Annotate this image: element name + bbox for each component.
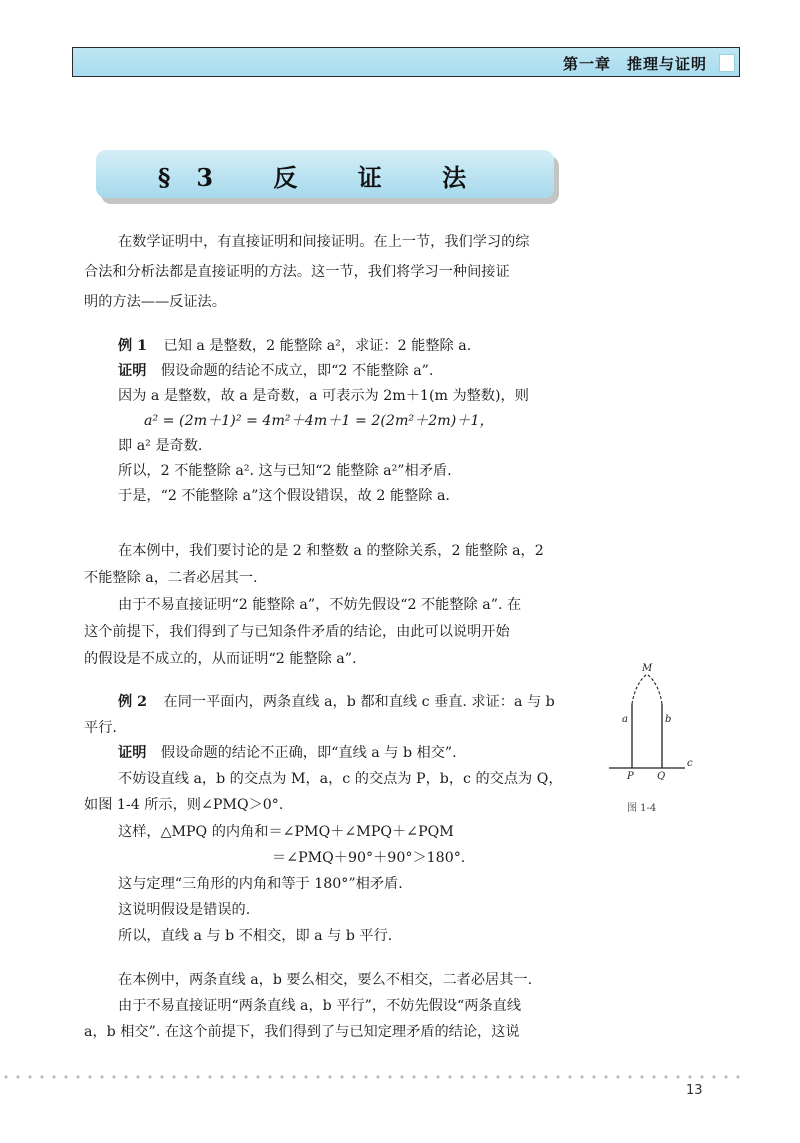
intro-line-3: 明的方法——反证法。 bbox=[84, 294, 226, 310]
label-c: c bbox=[687, 758, 693, 769]
example1-statement: 已知 a 是整数，2 能整除 a²，求证：2 能整除 a. bbox=[163, 338, 472, 354]
example2-statement-2: 平行. bbox=[84, 720, 117, 736]
example2-statement-line bbox=[118, 692, 555, 712]
footer-dotted-rule bbox=[0, 1075, 745, 1079]
intro-line-2: 合法和分析法都是直接证明的方法。这一节，我们将学习一种间接证 bbox=[84, 264, 510, 280]
example2-proof-line-8: 所以，直线 a 与 b 不相交，即 a 与 b 平行. bbox=[118, 928, 393, 944]
example1-label: 例 1 bbox=[118, 338, 147, 354]
example1-proof-line-6: 于是，“2 不能整除 a”这个假设错误，故 2 能整除 a. bbox=[118, 488, 450, 504]
discussion2-line-1: 在本例中，两条直线 a，b 要么相交，要么不相交，二者必居其一. bbox=[118, 972, 533, 988]
label-a: a bbox=[622, 714, 628, 725]
example1-proof-label: 证明 bbox=[118, 363, 147, 379]
example1-statement-line bbox=[118, 336, 471, 356]
discussion1-line-5: 的假设是不成立的，从而证明“2 能整除 a”. bbox=[84, 651, 357, 667]
section-title: §3 反 证 法 bbox=[157, 163, 493, 192]
discussion2-line-2: 由于不易直接证明“两条直线 a，b 平行”，不妨先假设“两条直线 bbox=[118, 998, 522, 1014]
line-a-dashed bbox=[632, 674, 647, 704]
example1-proof-line bbox=[118, 361, 433, 381]
example2-proof-line-6: 这与定理“三角形的内角和等于 180°”相矛盾. bbox=[118, 876, 403, 892]
example2-proof-line-4: 这样，△MPQ 的内角和＝∠PMQ＋∠MPQ＋∠PQM bbox=[118, 824, 454, 840]
example2-label: 例 2 bbox=[118, 694, 147, 710]
example2-statement-1: 在同一平面内，两条直线 a，b 都和直线 c 垂直. 求证：a 与 b bbox=[163, 694, 555, 710]
example2-proof-line-3: 如图 1-4 所示，则∠PMQ＞0°. bbox=[84, 797, 284, 813]
example2-proof-line-7: 这说明假设是错误的. bbox=[118, 902, 251, 918]
line-b-dashed bbox=[647, 674, 662, 704]
example1-proof-line-4: 即 a² 是奇数. bbox=[118, 438, 203, 454]
discussion1-line-1: 在本例中，我们要讨论的是 2 和整数 a 的整除关系，2 能整除 a，2 bbox=[118, 543, 544, 559]
example2-proof-label: 证明 bbox=[118, 745, 147, 761]
chapter-title: 第一章 推理与证明 bbox=[562, 55, 707, 73]
section-title-box bbox=[96, 150, 554, 198]
figure-caption: 图 1-4 bbox=[627, 803, 657, 814]
example2-proof-first: 假设命题的结论不正确，即“直线 a 与 b 相交”. bbox=[160, 745, 457, 761]
page-number: 13 bbox=[686, 1083, 703, 1098]
label-M: M bbox=[642, 663, 653, 674]
discussion1-line-2: 不能整除 a，二者必居其一. bbox=[84, 570, 258, 586]
example1-proof-first: 假设命题的结论不成立，即“2 不能整除 a”. bbox=[160, 363, 434, 379]
example1-proof-line-5: 所以，2 不能整除 a². 这与已知“2 能整除 a²”相矛盾. bbox=[118, 463, 452, 479]
example2-proof-line bbox=[118, 743, 457, 763]
example1-proof-line-2: 因为 a 是整数，故 a 是奇数，a 可表示为 2m＋1(m 为整数)，则 bbox=[118, 388, 529, 404]
header-corner-box bbox=[719, 54, 735, 72]
intro-line-1: 在数学证明中，有直接证明和间接证明。在上一节，我们学习的综 bbox=[118, 234, 530, 250]
label-P: P bbox=[627, 771, 634, 780]
example2-proof-line-2: 不妨设直线 a，b 的交点为 M，a，c 的交点为 P，b，c 的交点为 Q， bbox=[118, 771, 563, 787]
discussion1-line-3: 由于不易直接证明“2 能整除 a”，不妨先假设“2 不能整除 a”. 在 bbox=[118, 597, 522, 613]
discussion1-line-4: 这个前提下，我们得到了与已知条件矛盾的结论，由此可以说明开始 bbox=[84, 624, 510, 640]
figure-1-4 bbox=[605, 660, 705, 780]
example1-equation: a² = (2m＋1)² = 4m²＋4m＋1 = 2(2m²＋2m)＋1， bbox=[144, 413, 494, 429]
label-Q: Q bbox=[657, 771, 666, 780]
chapter-header-bar bbox=[72, 47, 740, 77]
discussion2-line-3: a，b 相交”. 在这个前提下，我们得到了与已知定理矛盾的结论，这说 bbox=[84, 1024, 520, 1040]
label-b: b bbox=[665, 714, 672, 725]
example2-proof-line-5: ＝∠PMQ＋90°＋90°＞180°. bbox=[272, 850, 466, 866]
